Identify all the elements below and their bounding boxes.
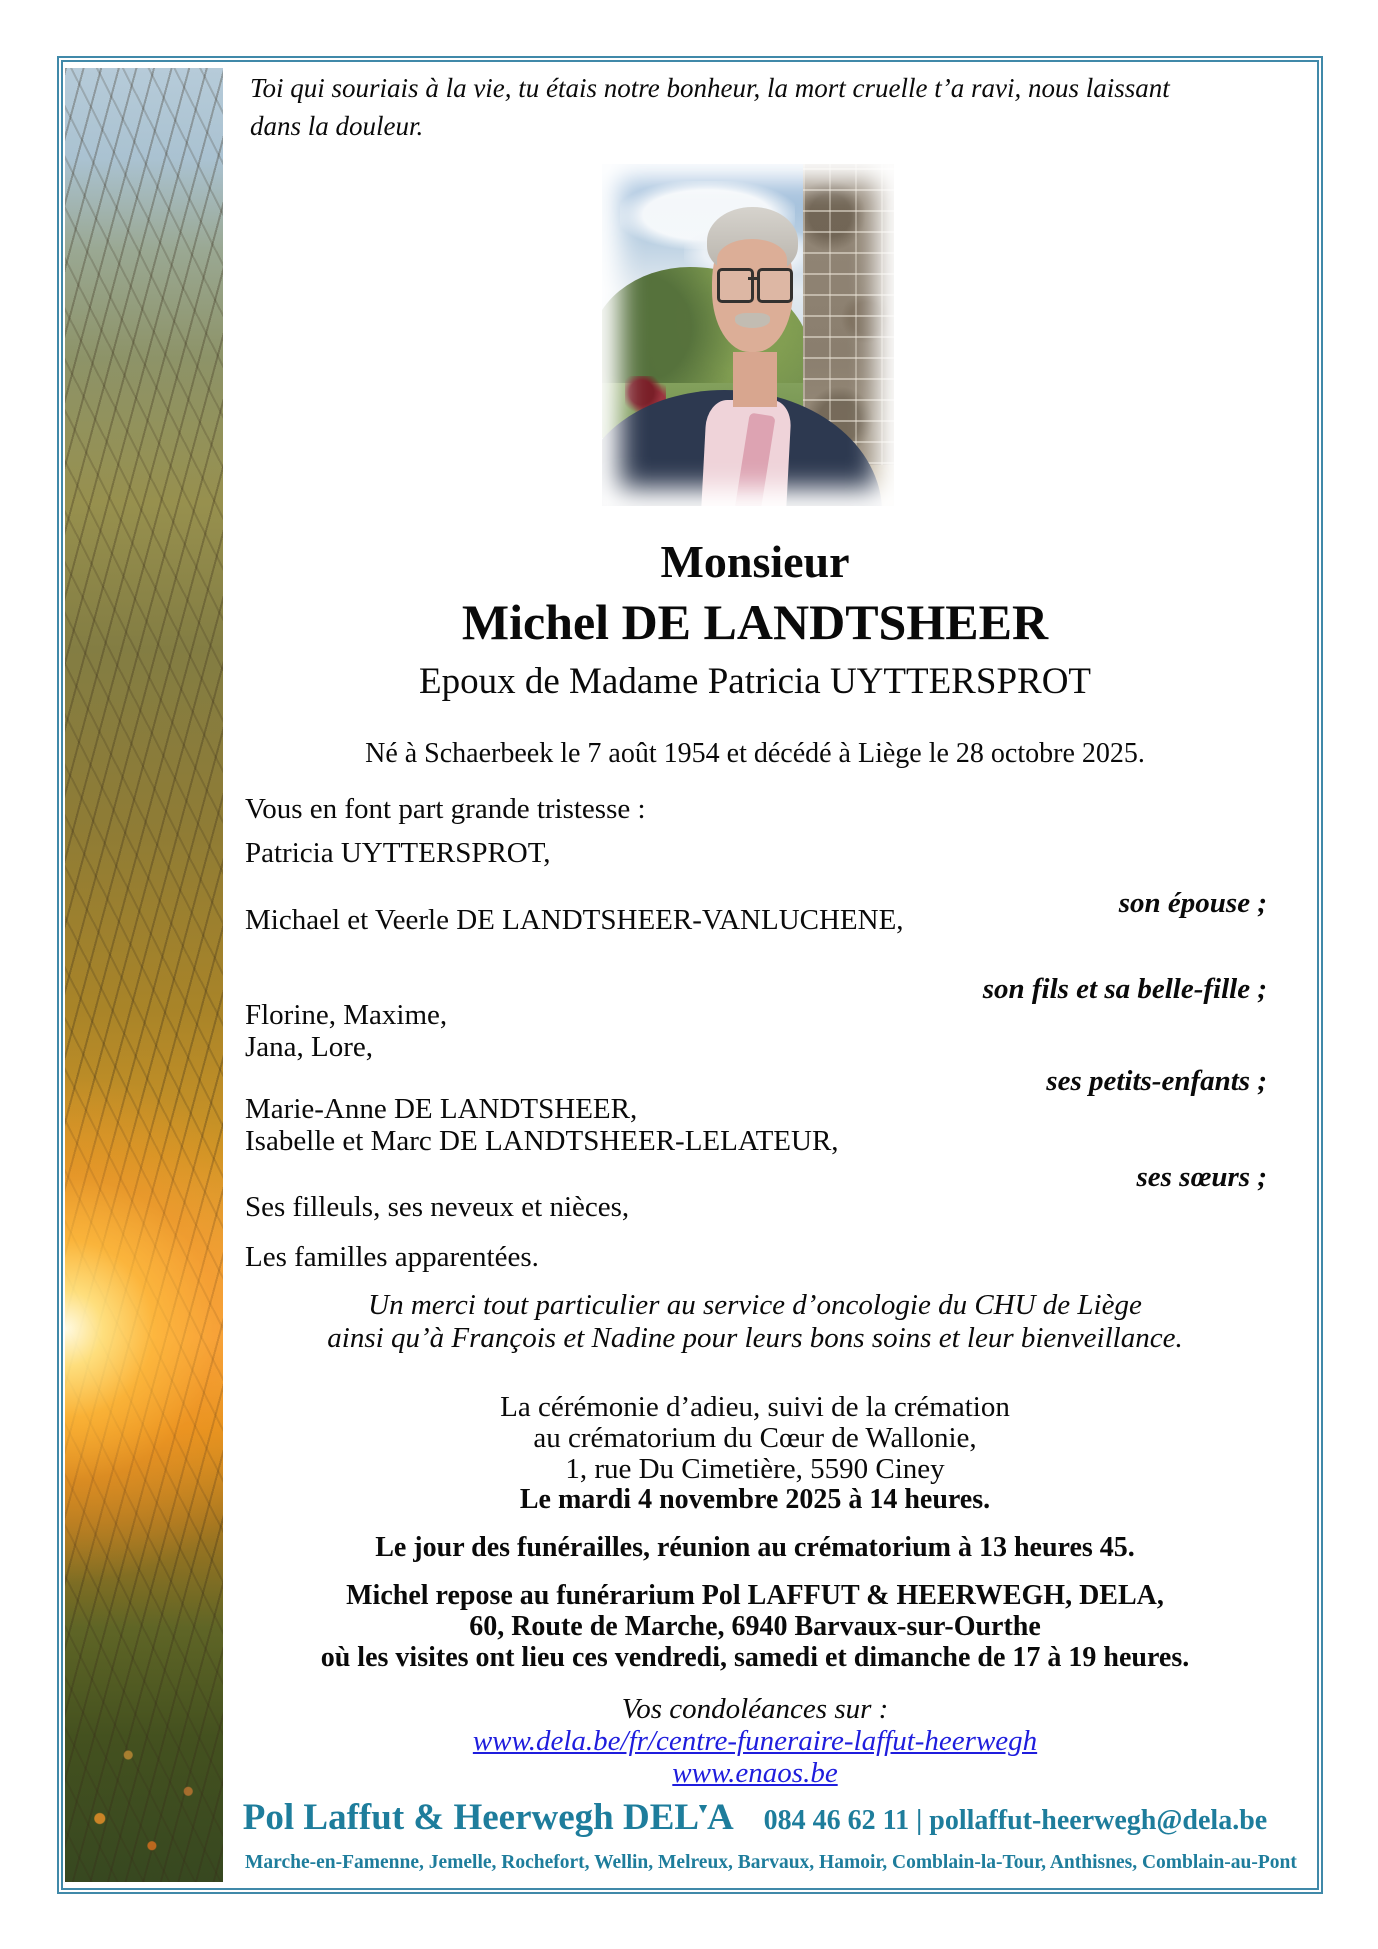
dela-condolences-link[interactable]: www.dela.be/fr/centre-funeraire-laffut-heerwegh [472, 1725, 1038, 1757]
ceremony-address: 1, rue Du Cimetière, 5590 Ciney [565, 1453, 945, 1485]
funeral-home-brand [243, 1796, 734, 1839]
condolences-label: Vos condoléances sur : [621, 1693, 889, 1725]
footer-locations: Marche-en-Famenne, Jemelle, Rochefort, Wellin, Melreux, Barvaux, Hamoir, Comblain-la-Tour, Anthisnes, Comblain-au-Pont [245, 1852, 1297, 1873]
photo-feathered-edge [602, 164, 894, 506]
ceremony-line-2: au crématorium du Cœur de Wallonie, [533, 1422, 977, 1454]
family-grandchildren-relation: ses petits-enfants ; [1046, 1065, 1267, 1097]
funeral-home-footer [242, 1796, 1268, 1839]
deceased-relation: Epoux de Madame Patricia UYTTERSPROT [418, 661, 1092, 702]
family-sisters-names-2: Isabelle et Marc DE LANDTSHEER-LELATEUR, [245, 1125, 839, 1157]
dela-logo-a: A [706, 1797, 734, 1838]
family-godchildren: Ses filleuls, ses neveux et nièces, [245, 1191, 630, 1223]
family-grandchildren-names-1: Florine, Maxime, [245, 999, 448, 1031]
family-spouse-name: Patricia UYTTERSPROT, [245, 837, 551, 869]
deceased-title: Monsieur [660, 536, 850, 587]
brand-name: Pol Laffut & Heerwegh [242, 1797, 614, 1838]
life-dates: Né à Schaerbeek le 7 août 1954 et décédé à Liège le 28 octobre 2025. [365, 738, 1145, 769]
condolences-link-dela [245, 1724, 1265, 1759]
family-sisters-relation: ses sœurs ; [1136, 1161, 1267, 1193]
ceremony-line-1: La cérémonie d’adieu, suivi de la crémation [500, 1391, 1010, 1423]
family-grandchildren-names-2: Jana, Lore, [245, 1031, 374, 1063]
repose-address: 60, Route de Marche, 6940 Barvaux-sur-Ourthe [469, 1611, 1041, 1642]
family-son-relation: son fils et sa belle-fille ; [982, 973, 1267, 1005]
epigraph-line-1: Toi qui souriais à la vie, tu étais notre bonheur, la mort cruelle t’a ravi, nous laissant [250, 73, 1170, 103]
family-sisters-names-1: Marie-Anne DE LANDTSHEER, [245, 1093, 638, 1125]
enaos-link[interactable]: www.enaos.be [672, 1757, 838, 1789]
family-related-families: Les familles apparentées. [245, 1241, 539, 1273]
family-spouse-relation: son épouse ; [1118, 887, 1267, 919]
footer-contact: 084 46 62 11 | pollaffut-heerwegh@dela.be [763, 1805, 1268, 1836]
funeral-meeting-info: Le jour des funérailles, réunion au crématorium à 13 heures 45. [375, 1532, 1135, 1563]
dela-logo [623, 1797, 734, 1838]
dela-logo-triangle-icon: ▼ [696, 1802, 710, 1817]
tribute-line-1: Un merci tout particulier au service d’oncologie du CHU de Liège [368, 1289, 1142, 1321]
portrait-photo [602, 164, 894, 506]
condolences-link-enaos [245, 1756, 1265, 1791]
repose-visits-info: où les visites ont lieu ces vendredi, samedi et dimanche de 17 à 19 heures. [320, 1642, 1190, 1673]
epigraph-line-2: dans la douleur. [250, 111, 424, 141]
dela-logo-del: DEL [623, 1797, 700, 1838]
ceremony-datetime: Le mardi 4 novembre 2025 à 14 heures. [519, 1484, 991, 1515]
autumn-sidebar-photo [65, 68, 223, 1882]
family-son-name: Michael et Veerle DE LANDTSHEER-VANLUCHENE, [245, 904, 904, 936]
deceased-name: Michel DE LANDTSHEER [461, 594, 1049, 650]
announcement-intro: Vous en font part grande tristesse : [245, 793, 646, 825]
repose-line-1: Michel repose au funérarium Pol LAFFUT & HEERWEGH, DELA, [346, 1580, 1164, 1611]
tribute-line-2: ainsi qu’à François et Nadine pour leurs bons soins et leur bienveillance. [327, 1322, 1183, 1354]
